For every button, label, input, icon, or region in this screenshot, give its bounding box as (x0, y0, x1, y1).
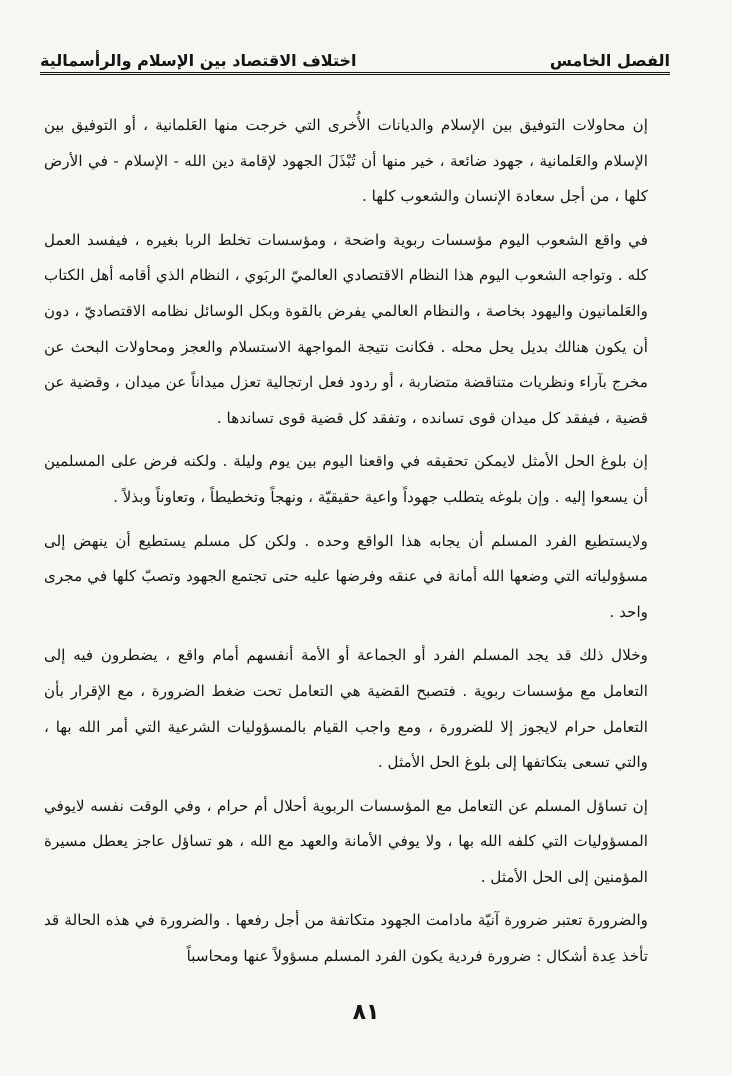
paragraph: إن محاولات التوفيق بين الإسلام والديانات الأُخرى التي خرجت منها العَلمانية ، أو التوفيق بين الإسلام والعَلمانية ، جهود ضائعة ، خير منها أن تُبْذَلَ الجهود لإقامة دين الله - الإسلام - في الأرض كلها ، من أجل سعادة الإنسان والشعوب كلها . (44, 116, 648, 206)
paragraph: إن تساؤل المسلم عن التعامل مع المؤسسات الربوية أحلال أم حرام ، وفي الوقت نفسه لايوفي المسؤوليات التي كلفه الله بها ، ولا يوفي الأمانة والعهد مع الله ، هو تساؤل عاجز يعطل مسيرة المؤمنين إلى الحل الأمثل . (44, 796, 648, 886)
book-title-heading: اختلاف الاقتصاد بين الإسلام والرأسمالية (40, 51, 357, 70)
page-number: ٨١ (352, 1000, 380, 1025)
paragraph: إن بلوغ الحل الأمثل لايمكن تحقيقه في واقعنا اليوم بين يوم وليلة . ولكنه فرض على المسلمين أن يسعوا إليه . وإن بلوغه يتطلب جهوداً واعية حقيقيّة ، ونهجاً وتخطيطاً ، وتعاوناً وبذلاً . (44, 452, 648, 506)
paragraph: وخلال ذلك قد يجد المسلم الفرد أو الجماعة أو الأمة أنفسهم أمام واقع ، يضطرون فيه إلى التعامل مع مؤسسات ربوية . فتصبح القضية هي التعامل تحت ضغط الضرورة ، مع الإقرار بأن التعامل حرام لايجوز إلا للضرورة ، ومع واجب القيام بالمسؤوليات الشرعية التي أمر الله بها ، والتي تسعى بتكاتفها إلى بلوغ الحل الأمثل . (44, 646, 648, 772)
paragraph: في واقع الشعوب اليوم مؤسسات ربوية واضحة ، ومؤسسات تخلط الربا بغيره ، فيفسد العمل كله . وتواجه الشعوب اليوم هذا النظام الاقتصادي العالميّ الربَوي ، النظام الذي أقامه أهل الكتاب والعَلمانيون واليهود بخاصة ، والنظام العالمي يفرض بالقوة وبكل الوسائل نظامه الاقتصاديّ ، دون أن يكون هنالك بديل يحل محله . فكانت نتيجة المواجهة الاستسلام والعجز ومحاولات البحث عن مخرج بآراء ونظريات متناقضة متضاربة ، أو ردود فعل ارتجالية تعزل ميداناً عن ميدان ، وقضية عن قضية ، فيفقد كل ميدان قوى تسانده ، وتفقد كل قضية قوى تساندها . (44, 230, 648, 427)
chapter-heading: الفصل الخامس (549, 51, 670, 70)
paragraph: والضرورة تعتبر ضرورة آنيّة مادامت الجهود متكاتفة من أجل رفعها . والضرورة في هذه الحالة قد تأخذ عِدة أشكال : ضرورة فردية يكون الفرد المسلم مسؤولاً عنها ومحاسباً (44, 911, 648, 966)
header-rule (40, 72, 670, 75)
running-header (40, 42, 670, 70)
paragraph: ولايستطيع الفرد المسلم أن يجابه هذا الواقع وحده . ولكن كل مسلم يستطيع أن ينهض إلى مسؤولياته التي وضعها الله أمانة في عنقه وفرضها عليه حتى تجتمع الجهود وتصبّ كلها في مجرى واحد . (44, 531, 648, 621)
page-body (44, 108, 648, 983)
